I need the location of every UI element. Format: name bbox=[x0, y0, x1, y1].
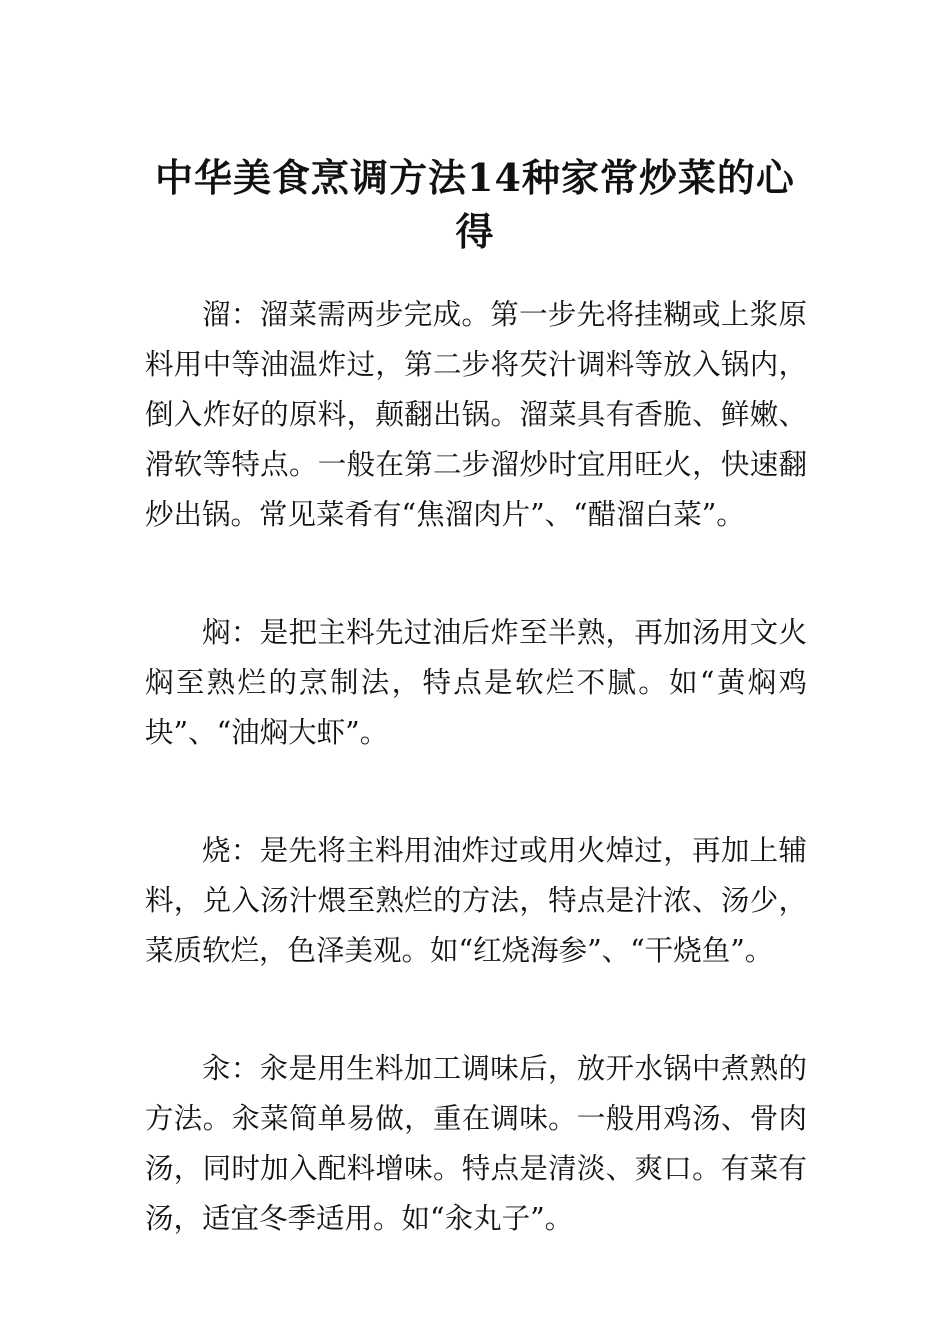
paragraph-cuan: 汆：汆是用生料加工调味后，放开水锅中煮熟的方法。汆菜简单易做，重在调味。一般用鸡汤、骨肉汤，同时加入配料增味。特点是清淡、爽口。有菜有汤，适宜冬季适用。如“汆丸子”。 bbox=[145, 1052, 807, 1235]
paragraph-liu: 溜：溜菜需两步完成。第一步先将挂糊或上浆原料用中等油温炸过，第二步将芡汁调料等放入锅内，倒入炸好的原料，颠翻出锅。溜菜具有香脆、鲜嫩、滑软等特点。一般在第二步溜炒时宜用旺火，快速翻炒出锅。常见菜肴有“焦溜肉片”、“醋溜白菜”。 bbox=[145, 298, 807, 531]
paragraph-shao: 烧：是先将主料用油炸过或用火焯过，再加上辅料，兑入汤汁煨至熟烂的方法，特点是汁浓、汤少，菜质软烂，色泽美观。如“红烧海参”、“干烧鱼”。 bbox=[145, 834, 807, 967]
document-title: 中华美食烹调方法14种家常炒菜的心得 bbox=[155, 155, 795, 255]
document-body bbox=[145, 290, 807, 1312]
paragraph-men: 焖：是把主料先过油后炸至半熟，再加汤用文火焖至熟烂的烹制法，特点是软烂不腻。如“黄焖鸡块”、“油焖大虾”。 bbox=[145, 616, 807, 749]
